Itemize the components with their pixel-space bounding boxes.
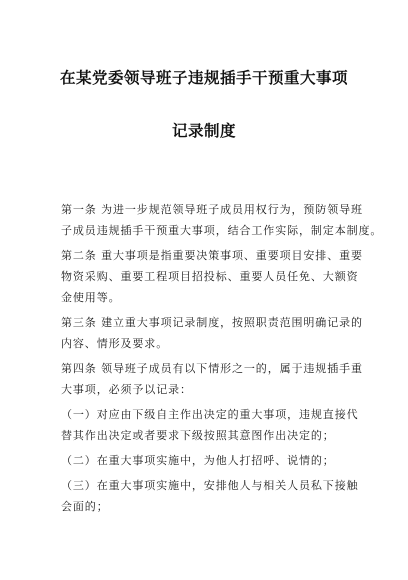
- item-3-line-2: 会面的；: [61, 500, 109, 513]
- article-2-line-1: 第二条 重大事项是指重要决策事项、重要项目安排、重要: [61, 249, 363, 262]
- article-3-line-2: 内容、情形及要求。: [61, 337, 169, 350]
- document-body: [61, 199, 383, 517]
- article-4-line-2: 大事项，必须予以记录：: [61, 383, 192, 396]
- article-2-line-2: 物资采购、重要工程项目招投标、重要人员任免、大额资: [61, 270, 359, 283]
- article-4-line-1: 第四条 领导班子成员有以下情形之一的，属于违规插手重: [61, 362, 363, 375]
- item-3-line-1: （三）在重大事项实施中，安排他人与相关人员私下接触: [61, 479, 359, 492]
- article-3-line-1: 第三条 建立重大事项记录制度，按照职责范围明确记录的: [61, 316, 363, 329]
- item-1-line-2: 替其作出决定或者要求下级按照其意图作出决定的；: [61, 429, 335, 442]
- article-1-line-1: 第一条 为进一步规范领导班子成员用权行为，预防领导班: [61, 203, 363, 216]
- item-2-line-1: （二）在重大事项实施中，为他人打招呼、说情的；: [61, 454, 335, 467]
- document-subtitle: 记录制度: [171, 122, 236, 140]
- article-2-line-3: 金使用等。: [61, 291, 121, 304]
- article-1-line-2: 子成员违规插手干预重大事项，结合工作实际，制定本制度。: [61, 224, 383, 237]
- item-1-line-1: （一）对应由下级自主作出决定的重大事项，违规直接代: [61, 408, 359, 421]
- document-title: 在某党委领导班子违规插手干预重大事项: [59, 69, 348, 87]
